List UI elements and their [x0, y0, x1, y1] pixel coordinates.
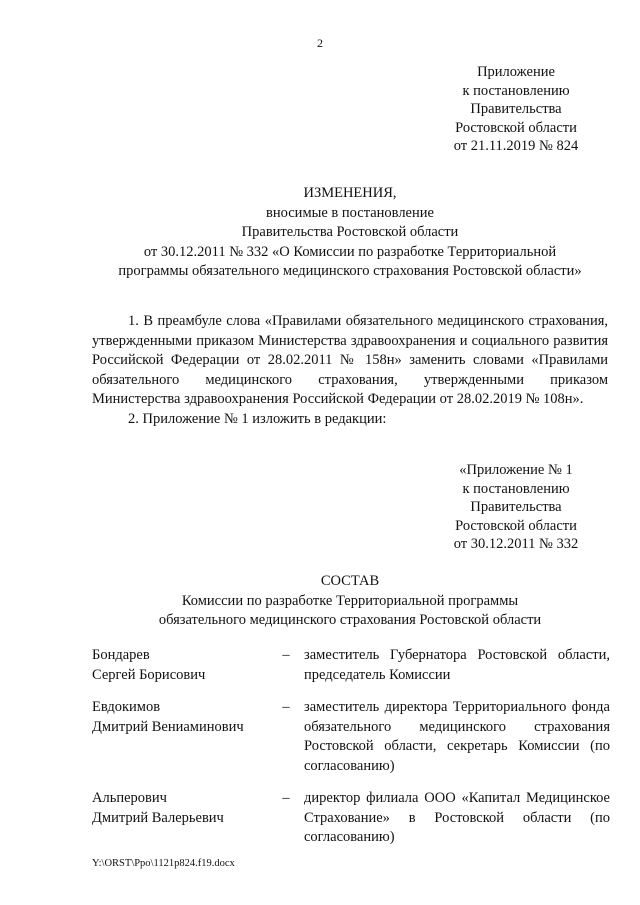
paragraph: 1. В преамбуле слова «Правилами обязательного медицинского страхования, утвержденными приказом Министерства здравоохранения и социального развития Российской Федерации от 28.02.2011 № 158н» заменить словами «Правилами обязательного медицинского страхования, утвержденными приказом Министерства здравоохранения Российской Федерации от 28.02.2019 № 108н».: [92, 313, 608, 407]
composition-heading: СОСТАВ: [320, 573, 380, 589]
composition-title: [90, 572, 610, 631]
file-path-footer: Y:\ORST\Ppo\1121p824.f19.docx: [92, 858, 235, 869]
appendix-line: Правительства: [470, 499, 562, 516]
paragraph: 2. Приложение № 1 изложить в редакции:: [128, 410, 387, 427]
appendix-line: от 21.11.2019 № 824: [453, 138, 579, 155]
member-given-name: Дмитрий Валерьевич: [92, 809, 224, 826]
member-given-name: Дмитрий Вениаминович: [92, 718, 244, 735]
members-list: [92, 646, 610, 861]
member-role: директор филиала ООО «Капитал Медицинское Страхование» в Ростовской области (по согласованию): [304, 790, 610, 845]
title-line: Правительства Ростовской области: [241, 224, 459, 240]
document-title: [90, 184, 610, 282]
appendix-line: Ростовской области: [455, 517, 577, 534]
member-row: [92, 646, 610, 685]
member-dash: –: [282, 647, 290, 663]
member-surname: Евдокимов: [92, 699, 161, 715]
appendix-line: Ростовской области: [455, 119, 577, 136]
member-row: [92, 789, 610, 848]
member-given-name: Сергей Борисович: [92, 666, 206, 683]
member-name: [92, 698, 272, 776]
page-number: 2: [317, 36, 323, 50]
member-surname: Альперович: [92, 790, 167, 806]
composition-line: обязательного медицинского страхования Ростовской области: [158, 612, 542, 628]
title-line: вносимые в постановление: [266, 204, 434, 221]
title-line: от 30.12.2011 № 332 «О Комиссии по разработке Территориальной: [143, 243, 557, 260]
appendix-header-new: [446, 461, 586, 554]
member-name: [92, 789, 272, 848]
appendix-line: Правительства: [470, 101, 562, 118]
appendix-line: Приложение: [477, 64, 555, 80]
member-dash: –: [282, 790, 290, 806]
appendix-line: к постановлению: [462, 480, 570, 497]
member-surname: Бондарев: [92, 647, 150, 663]
member-role: заместитель директора Территориального фонда обязательного медицинского страхования Ростовской области, секретарь Комиссии (по согласованию): [304, 699, 610, 774]
title-line: программы обязательного медицинского страхования Ростовской области»: [118, 263, 582, 279]
appendix-line: к постановлению: [462, 82, 570, 99]
member-role: заместитель Губернатора Ростовской области, председатель Комиссии: [304, 647, 610, 683]
appendix-header: [446, 63, 586, 156]
composition-line: Комиссии по разработке Территориальной программы: [181, 592, 519, 609]
member-dash: –: [282, 699, 290, 715]
appendix-line: от 30.12.2011 № 332: [453, 536, 579, 553]
member-row: [92, 698, 610, 776]
amendments-body: [92, 312, 608, 429]
member-name: [92, 646, 272, 685]
title-heading: ИЗМЕНЕНИЯ,: [303, 185, 397, 201]
appendix-line: «Приложение № 1: [459, 462, 573, 478]
